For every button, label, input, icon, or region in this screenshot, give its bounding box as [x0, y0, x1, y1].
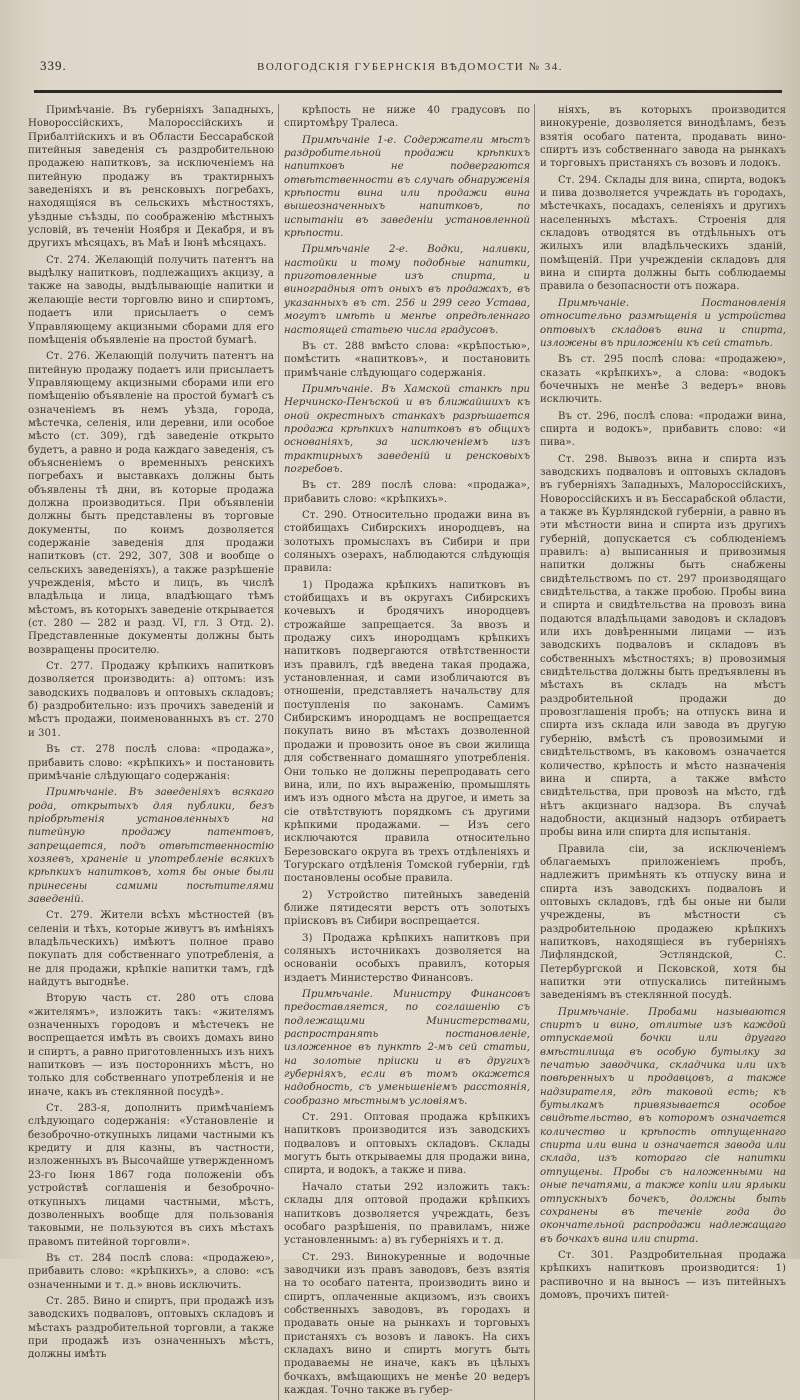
paragraph: Примѣчаніе. Въ Хамской станкѣ при Нерчинско-Пенъской и въ ближайшихъ къ оной окрестныхъ станкахъ разрѣшается продажа крѣпкихъ напитковъ въ общихъ основаніяхъ, за исключеніемъ изъ трактирныхъ заведеній и ренсковыхъ погребовъ. [284, 383, 530, 475]
paragraph: Ст. 276. Желающій получить патентъ на питейную продажу подаетъ или присылаетъ Управляющему акцизными сборами или его помѣщенію объявленіе на простой бумагѣ съ означеніемъ въ немъ уѣзда, города, мѣстечка, селенія, или деревни, или особое мѣсто (ст. 309), гдѣ заведеніе открыто будетъ, а равно и рода каждаго заведенія, съ объясненіемъ о временныхъ ренскихъ погребахъ и выставкахъ должны быть объявлены тѣ дни, въ которые продажа должна производиться. При объявленіи должны быть представлены въ торговые документы, по коимъ дозволяется содержаніе заведенія для продажи напитковъ (ст. 292, 307, 308 и вообще о сельскихъ заведеніяхъ), а также разрѣшеніе учрежденія, мѣсто и лицъ, въ числѣ владѣльца и лица, владѣющаго тѣмъ мѣстомъ, въ которыхъ заведеніе открывается (ст. 280 — 282 и разд. VI, гл. 3 Отд. 2). Представленные документы должны быть возвращены просителю. [28, 351, 274, 656]
running-title: ВОЛОГОДСКІЯ ГУБЕРНСКІЯ ВѢДОМОСТИ № 34. [257, 61, 563, 73]
column-1 [28, 104, 274, 1400]
paragraph: Въ ст. 289 послѣ слова: «продажа», прибавить слово: «крѣпкихъ». [284, 480, 530, 505]
paragraph: крѣпость не ниже 40 градусовъ по спиртомѣру Тралеса. [284, 105, 530, 130]
text-columns [28, 104, 786, 1396]
column-2 [284, 104, 530, 1400]
header-rule [34, 90, 782, 93]
paragraph: Примѣчаніе. Въ заведеніяхъ всякаго рода, открытыхъ для публики, безъ пріобрѣтенія установленныхъ на питейную продажу патентовъ, запрещается, подъ отвѣтственностію хозяевъ, храненіе и употребленіе всякихъ крѣпкихъ напитковъ, хотя бы оные были принесены самими посѣтителями заведеній. [28, 787, 274, 905]
paragraph: Въ ст. 278 послѣ слова: «продажа», прибавить слово: «крѣпкихъ» и постановить примѣчаніе слѣдующаго содержанія: [28, 744, 274, 782]
paragraph: Примѣчаніе. Постановленія относительно размѣщенія и устройства оптовыхъ складовъ вина и спирта, изложены въ приложеніи къ сей статьѣ. [540, 297, 786, 349]
paragraph: Въ ст. 296, послѣ слова: «продажи вина, спирта и водокъ», прибавить слово: «и пива». [540, 410, 786, 449]
paragraph: Ст. 277. Продажу крѣпкихъ напитковъ дозволяется производить: а) оптомъ: изъ заводскихъ подваловъ и оптовыхъ складовъ; б) раздробительно: изъ прочихъ заведеній и мѣстъ продажи, поименованныхъ въ ст. 270 и 301. [28, 661, 274, 739]
paragraph: Примѣчаніе 1-е. Содержатели мѣстъ раздробительной продажи крѣпкихъ напитковъ не подвергаются отвѣтственности въ случаѣ обнаруженія крѣпости вина или продажи вина вышеозначенныхъ напитковъ, по испытаніи въ заведеніи установленной крѣпости. [284, 134, 530, 240]
paragraph: Примѣчаніе. Министру Финансовъ предоставляется, по соглашенію съ подлежащими Министерствами, распространять постановленіе, изложенное въ пунктѣ 2-мъ сей статьи, на золотые пріиски и въ другихъ губерніяхъ, если въ томъ окажется надобность, съ уменьшеніемъ расстоянія, сообразно мѣстнымъ условіямъ. [284, 989, 530, 1107]
paragraph: Начало статьи 292 изложить такъ: склады для оптовой продажи крѣпкихъ напитковъ дозволяется учреждать, безъ особаго разрѣшенія, по правиламъ, ниже установленнымъ: а) въ губерніяхъ и т. д. [284, 1181, 530, 1247]
paragraph: Ст. 293. Винокуренные и водочные заводчики изъ правъ заводовъ, безъ взятія на то особаго патента, производить вино и спиртъ, оплаченные акцизомъ, изъ своихъ собственныхъ заводовъ, въ городахъ и продавать оные на рынкахъ и торговыхъ пристаняхъ съ возовъ и лавокъ. На сихъ складахъ вино и спиртъ могутъ быть продаваемы не иначе, какъ въ цѣлыхъ бочкахъ, вмѣщающихъ не менѣе 20 ведеръ каждая. Точно также въ губер- [284, 1251, 530, 1396]
paragraph: Примѣчаніе. Въ губерніяхъ Западныхъ, Новороссійскихъ, Малороссійскихъ и Прибалтійскихъ и въ Области Бессарабской питейныя заведенія съ раздробительною продажею напитковъ, за исключеніемъ на питейную продажу въ трактирныхъ заведеніяхъ и въ ренсковыхъ погребахъ, находящіяся въ сельскихъ мѣстностяхъ, уѣздные съѣзды, по соображенію мѣстныхъ условій, въ теченіи Ноября и Декабря, и въ другихъ мѣсяцахъ, въ Маѣ и Іюнѣ мѣсяцахъ. [28, 105, 274, 250]
paragraph: Ст. 298. Вывозъ вина и спирта изъ заводскихъ подваловъ и оптовыхъ складовъ въ губерніяхъ Западныхъ, Малороссійскихъ, Новороссійскихъ и въ Бессарабской области, а также въ Курляндской губерніи, а равно въ эти мѣстности вина и спирта изъ другихъ губерній, допускается съ соблюденіемъ правилъ: а) выписанныя и привозимыя напитки должны быть снабжены свидѣтельствомъ по ст. 297 производящаго свидѣтельства, а также пробою. Пробы вина и спирта и свидѣтельства на провозъ вина подаются владѣльцами заводовъ и складовъ или ихъ довѣренными лицами — изъ заводскихъ подваловъ и складовъ въ собственныхъ мѣстностяхъ; в) провозимыя свидѣтельства должны быть предъявлены въ мѣстахъ въ складъ на мѣстъ раздробительной продажи до провозглашенія пробъ; на отпускъ вина и спирта изъ склада или завода въ другую губернію, вмѣстѣ съ провозимыми и свидѣтельствомъ, въ каковомъ означается количество, крѣпость и мѣсто назначенія вина и спирта, а также вмѣсто свидѣтельства, при провозѣ на мѣсто, гдѣ нѣтъ акцизнаго надзора. Въ случаѣ надобности, акцизный надзоръ отбираетъ пробы вина или спирта для испытанія. [540, 453, 786, 839]
paragraph: Примѣчаніе 2-е. Водки, наливки, настойки и тому подобные напитки, приготовленные изъ спирта, и виноградныя отъ оныхъ въ продажахъ, въ указанныхъ въ ст. 256 и 299 сего Устава, могутъ имѣть и менѣе опредѣленнаго настоящей статьею числа градусовъ. [284, 244, 530, 336]
paragraph: Ст. 274. Желающій получить патентъ на выдѣлку напитковъ, подлежащихъ акцизу, а также на заводы, выдѣлывающіе напитки и желающіе вести торговлю вино и спиртомъ, подаетъ или присылаетъ о семъ Управляющему акцизными сборами для его помѣщенія объявленіе на простой бумагѣ. [28, 254, 274, 346]
column-3 [540, 104, 786, 1400]
paragraph: Ст. 294. Склады для вина, спирта, водокъ и пива дозволяется учреждать въ городахъ, мѣстечкахъ, посадахъ, селеніяхъ и другихъ населенныхъ мѣстахъ. Строенія для складовъ отводятся въ отдѣльныхъ отъ жилыхъ или владѣльческихъ зданій, помѣщеній. При учрежденіи складовъ для вина и спирта должны быть соблюдаемы правила о безопасности отъ пожара. [540, 174, 786, 293]
page-number: 339. [40, 58, 67, 73]
paragraph: ніяхъ, въ которыхъ производится винокуреніе, дозволяется винодѣламъ, безъ взятія особаго патента, продавать вино-спиртъ изъ собственнаго завода на рынкахъ и торговыхъ пристаняхъ съ возовъ и лодокъ. [540, 105, 786, 170]
paragraph: Правила сіи, за исключеніемъ облагаемыхъ приложеніемъ пробъ, надлежитъ примѣнять къ отпуску вина и спирта изъ заводскихъ подваловъ и оптовыхъ складовъ, гдѣ бы оные ни были учреждены, въ мѣстности съ раздробительною продажею крѣпкихъ напитковъ, находящіеся въ губерніяхъ Лифляндской, Эстляндской, С. Петербургской и Псковской, хотя бы напитки эти отпускались питейнымъ заведеніямъ въ стеклянной посудѣ. [540, 843, 786, 1002]
paragraph: Примѣчаніе. Пробами называются спиртъ и вино, отлитые изъ каждой отпускаемой бочки или другаго вмѣстилища въ особую бутылку за печатью заводчика, складчика или ихъ повѣренныхъ и продавцовъ, а также надзирателя, гдѣ таковой есть; къ бутылкамъ привязывается особое свидѣтельство, въ которомъ означается количество и крѣпость отпущеннаго спирта или вина и означается завода или склада, изъ котораго сіе напитки отпущены. Пробы съ наложенными на оные печатями, а также копіи или ярлыки отпускныхъ бочекъ, должны быть сохранены въ теченіе года до окончательной распродажи надлежащаго въ бочкахъ вина или спирта. [540, 1006, 786, 1245]
paragraph: Въ ст. 295 послѣ слова: «продажею», сказать «крѣпкихъ», а слова: «водокъ бочечныхъ не менѣе 3 ведеръ» вновь исключить. [540, 354, 786, 406]
paragraph: Ст. 290. Относительно продажи вина въ стойбищахъ Сибирскихъ инородцевъ, на золотыхъ промыслахъ въ Сибири и при соляныхъ озерахъ, наблюдаются слѣдующія правила: [284, 509, 530, 575]
paragraph: Ст. 283-я, дополнить примѣчаніемъ слѣдующаго содержанія: «Установленіе и безоброчно-откупныхъ лицами частными къ кредиту и для казны, въ частности, изложенныхъ въ Высочайше утвержденномъ 23-го Іюня 1867 года положеніи объ устройствѣ соглашенія и безоброчно-откупныхъ лицами частными, мѣстъ, дозволенныхъ вообще для пользованія таковыми, не пользуются въ сихъ мѣстахъ правомъ питейной торговли». [28, 1103, 274, 1248]
paragraph: 1) Продажа крѣпкихъ напитковъ въ стойбищахъ и въ округахъ Сибирскихъ кочевыхъ и бродячихъ инородцевъ строжайше запрещается. За ввозъ и продажу сихъ инородцамъ крѣпкихъ напитковъ подвергаются отвѣтственности изъ правилъ, гдѣ введена такая продажа, установленная, и сами изобличаются въ отношеніи, представляетъ начальству для поступленія по законамъ. Самимъ Сибирскимъ инородцамъ не воспрещается покупать вино въ мѣстахъ дозволенной продажи и провозить оное въ свои жилища для собственнаго домашняго употребленія. Они только не должны перепродавать сего вина, или, по ихъ выраженію, промышлять имъ изъ одного мѣста на другое, и иметь за сіе отвѣтствуютъ порядкомъ съ другими крѣпкими продажами. — Изъ сего исключаются правила относительно Березовскаго округа въ трехъ отдѣленіяхъ и Тогурскаго отдѣленія Томской губерніи, гдѣ постановлены особые правила. [284, 579, 530, 885]
paragraph: Ст. 291. Оптовая продажа крѣпкихъ напитковъ производится изъ заводскихъ подваловъ и оптовыхъ складовъ. Склады могутъ быть открываемы для продажи вина, спирта, и водокъ, а также и пива. [284, 1112, 530, 1177]
paragraph: Вторую часть ст. 280 отъ слова «жителямъ», изложить такъ: «жителямъ означенныхъ городовъ и мѣстечекъ не воспрещается имѣть въ своихъ домахъ вино и спиртъ, а равно приготовленныхъ изъ нихъ напитковъ — изъ постороннихъ мѣстъ, но только для собственнаго употребленія и не иначе, какъ въ стеклянной посудѣ». [28, 993, 274, 1098]
paragraph: Въ ст. 284 послѣ слова: «продажею», прибавить слово: «крѣпкихъ», а слово: «съ означенными и т. д.» вновь исключить. [28, 1252, 274, 1291]
paragraph: 3) Продажа крѣпкихъ напитковъ при соляныхъ источникахъ дозволяется на основаніи особыхъ правилъ, которыя издаетъ Министерство Финансовъ. [284, 932, 530, 984]
paragraph: 2) Устройство питейныхъ заведеній ближе пятидесяти верстъ отъ золотыхъ пріисковъ въ Сибири воспрещается. [284, 889, 530, 928]
paragraph: Ст. 279. Жители всѣхъ мѣстностей (въ селеніи и тѣхъ, которые живутъ въ имѣніяхъ владѣльческихъ) имѣютъ полное право покупать для собственнаго употребленія, а не для продажи, крѣпкіе напитки тамъ, гдѣ найдутъ выгоднѣе. [28, 910, 274, 988]
paragraph: Ст. 301. Раздробительная продажа крѣпкихъ напитковъ производится: 1) распивочно и на выносъ — изъ питейныхъ домовъ, прочихъ питей- [540, 1249, 786, 1301]
paragraph: Ст. 285. Вино и спиртъ, при продажѣ изъ заводскихъ подваловъ, оптовыхъ складовъ и мѣстахъ раздробительной торговли, а также при продажѣ изъ означенныхъ мѣстъ, должны имѣть [28, 1295, 274, 1361]
page-header [40, 58, 780, 80]
paragraph: Въ ст. 288 вмѣсто слова: «крѣпостью», помѣстить «напитковъ», и постановить примѣчаніе слѣдующаго содержанія. [284, 340, 530, 379]
